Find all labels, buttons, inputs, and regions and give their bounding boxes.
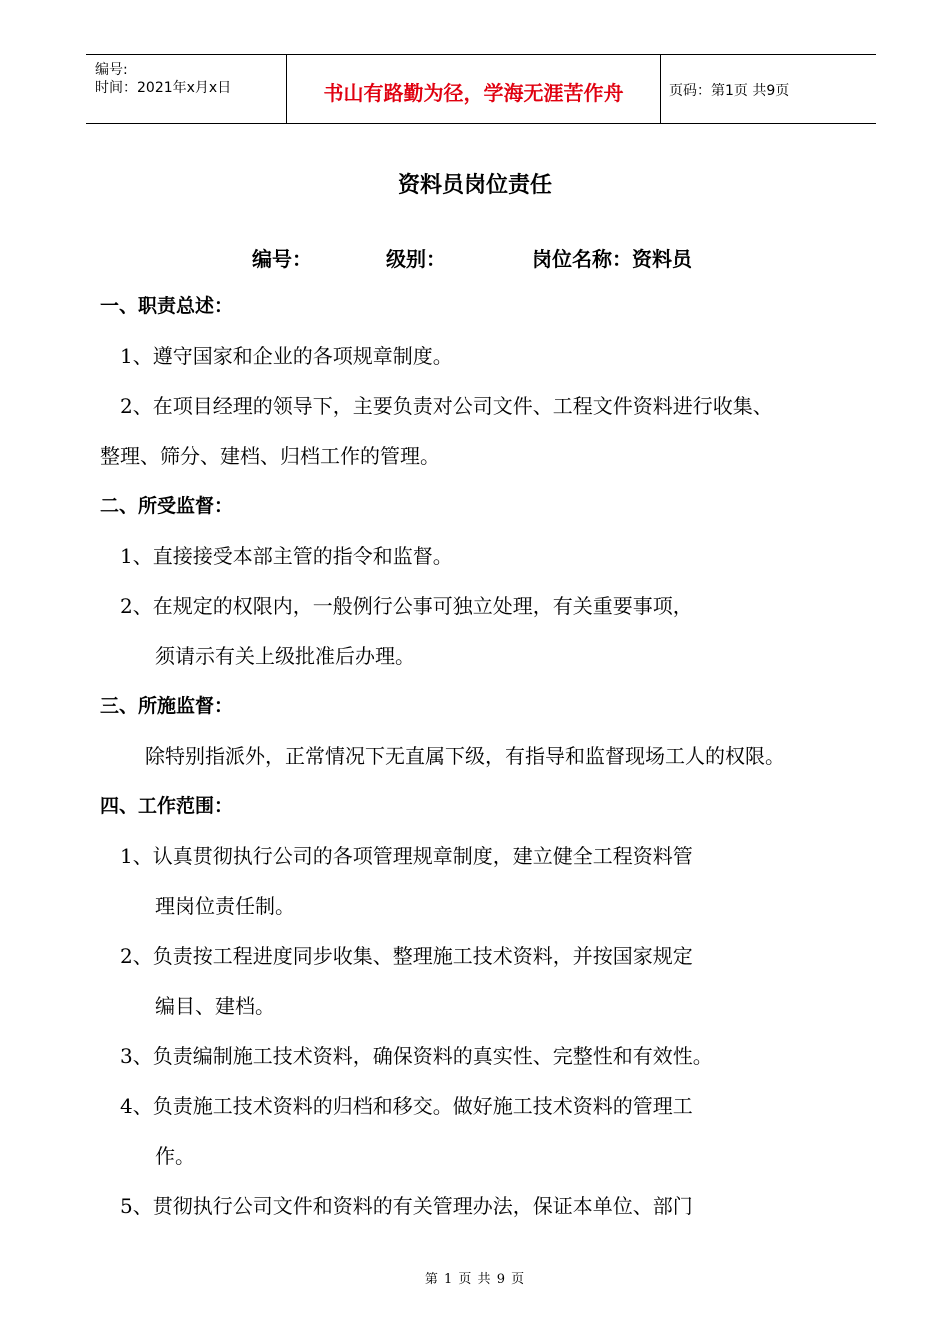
paragraph-line: 5、贯彻执行公司文件和资料的有关管理办法，保证本单位、部门 — [120, 1194, 693, 1218]
paragraph-line: 须请示有关上级批准后办理。 — [155, 644, 415, 668]
paragraph-line: 作。 — [155, 1144, 195, 1168]
header-number-label: 编号: — [95, 62, 128, 78]
paragraph-line: 整理、筛分、建档、归档工作的管理。 — [100, 444, 440, 468]
meta-number: 编号： — [252, 247, 312, 271]
paragraph-line: 1、直接接受本部主管的指令和监督。 — [120, 544, 453, 568]
header-page-label: 页码：第1页 共9页 — [669, 83, 790, 99]
paragraph-line: 1、遵守国家和企业的各项规章制度。 — [120, 344, 453, 368]
section-heading: 三、所施监督： — [100, 695, 234, 717]
header-left-cell — [86, 55, 286, 123]
section-heading: 一、职责总述： — [100, 295, 234, 317]
page-header — [86, 54, 876, 124]
section-heading: 四、工作范围： — [100, 795, 234, 817]
header-date: 时间：2021年x月x日 — [95, 80, 232, 96]
paragraph-line: 3、负责编制施工技术资料，确保资料的真实性、完整性和有效性。 — [120, 1044, 713, 1068]
meta-level: 级别： — [386, 247, 446, 271]
paragraph-line: 除特别指派外，正常情况下无直属下级，有指导和监督现场工人的权限。 — [145, 744, 785, 768]
paragraph-line: 1、认真贯彻执行公司的各项管理规章制度，建立健全工程资料管 — [120, 844, 693, 868]
section-heading: 二、所受监督： — [100, 495, 234, 517]
paragraph-line: 编目、建档。 — [155, 994, 275, 1018]
document-title: 资料员岗位责任 — [397, 173, 552, 198]
paragraph-line: 2、负责按工程进度同步收集、整理施工技术资料，并按国家规定 — [120, 944, 693, 968]
meta-position: 岗位名称：资料员 — [532, 247, 692, 271]
header-motto: 书山有路勤为径，学海无涯苦作舟 — [323, 81, 624, 105]
paragraph-line: 4、负责施工技术资料的归档和移交。做好施工技术资料的管理工 — [120, 1094, 693, 1118]
page-footer: 第 1 页 共 9 页 — [424, 1272, 526, 1287]
paragraph-line: 2、在规定的权限内，一般例行公事可独立处理，有关重要事项， — [120, 594, 693, 618]
paragraph-line: 2、在项目经理的领导下，主要负责对公司文件、工程文件资料进行收集、 — [120, 394, 773, 418]
header-right-cell — [660, 55, 876, 123]
paragraph-line: 理岗位责任制。 — [155, 894, 295, 918]
header-motto-cell — [286, 55, 661, 123]
